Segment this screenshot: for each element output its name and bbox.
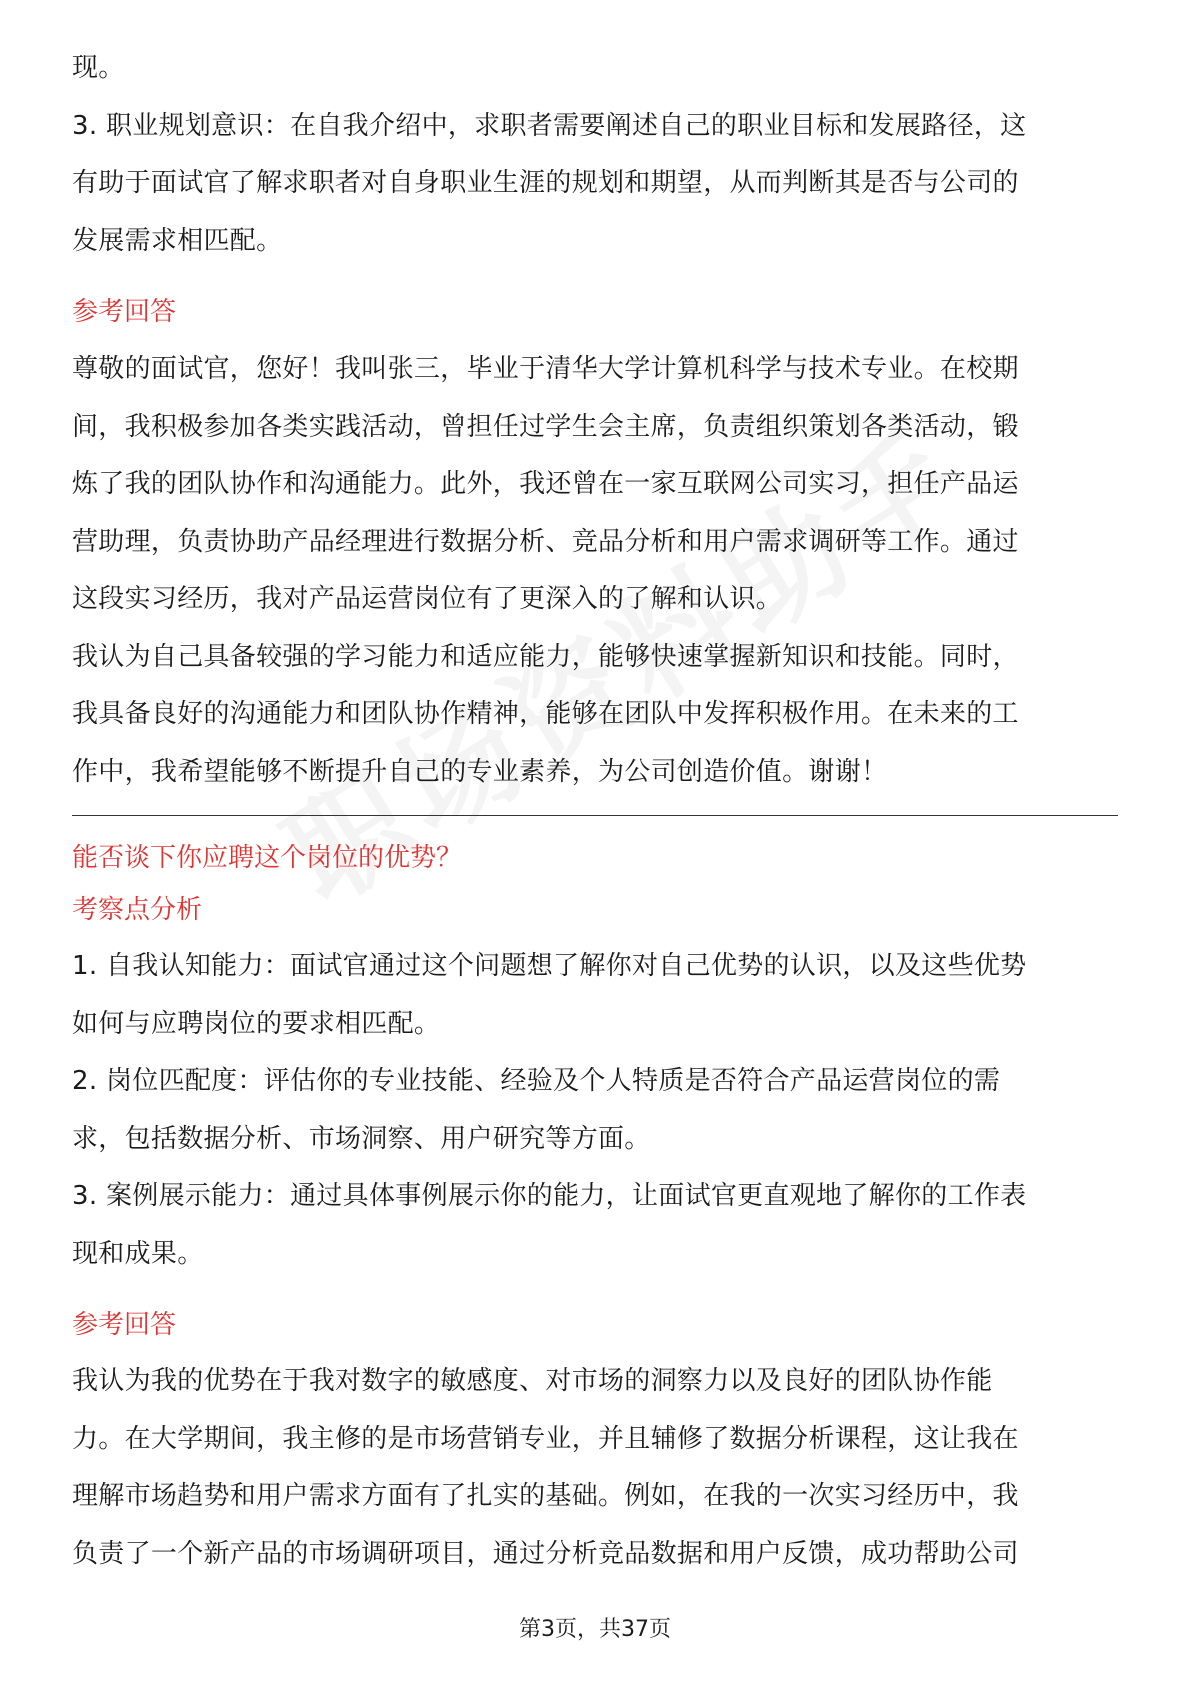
analysis-heading: 考察点分析 — [72, 895, 203, 925]
point-3-career-planning — [72, 98, 1118, 271]
top-paragraph — [72, 40, 1118, 98]
text-line: 作中，我希望能够不断提升自己的专业素养，为公司创造价值。谢谢！ — [72, 756, 888, 787]
text-line: 力。在大学期间，我主修的是市场营销专业，并且辅修了数据分析课程，这让我在 — [72, 1423, 1019, 1454]
text-line: 理解市场趋势和用户需求方面有了扎实的基础。例如，在我的一次实习经历中，我 — [72, 1481, 1019, 1511]
text-line: 这段实习经历，我对产品运营岗位有了更深入的了解和认识。 — [72, 584, 783, 614]
question-title: 能否谈下你应聘这个岗位的优势？ — [72, 843, 463, 873]
text-line: 现。 — [72, 53, 125, 83]
text-line: 发展需求相匹配。 — [72, 225, 283, 256]
text-line: 如何与应聘岗位的要求相匹配。 — [72, 1008, 441, 1039]
reference-answer-1 — [72, 341, 1118, 801]
text-line: 3. 案例展示能力：通过具体事例展示你的能力，让面试官更直观地了解你的工作表 — [72, 1181, 1027, 1211]
text-line: 我认为我的优势在于我对数字的敏感度、对市场的洞察力以及良好的团队协作能 — [72, 1366, 993, 1396]
reference-answer-heading: 参考回答 — [72, 297, 177, 327]
reference-answer-heading: 参考回答 — [72, 1310, 177, 1340]
text-line: 尊敬的面试官，您好！我叫张三，毕业于清华大学计算机科学与技术专业。在校期 — [72, 354, 1019, 384]
text-line: 负责了一个新产品的市场调研项目，通过分析竞品数据和用户反馈，成功帮助公司 — [72, 1538, 1019, 1569]
section-divider — [72, 815, 1118, 816]
text-line: 现和成果。 — [72, 1238, 204, 1269]
text-line: 营助理，负责协助产品经理进行数据分析、竞品分析和用户需求调研等工作。通过 — [72, 526, 1019, 557]
reference-answer-2 — [72, 1353, 1118, 1583]
text-line: 炼了我的团队协作和沟通能力。此外，我还曾在一家互联网公司实习，担任产品运 — [72, 469, 1019, 499]
text-line: 求，包括数据分析、市场洞察、用户研究等方面。 — [72, 1123, 651, 1154]
document-page — [72, 40, 1118, 1583]
text-line: 间，我积极参加各类实践活动，曾担任过学生会主席，负责组织策划各类活动，锻 — [72, 411, 1019, 442]
text-line: 我认为自己具备较强的学习能力和适应能力，能够快速掌握新知识和技能。同时， — [72, 641, 1019, 672]
text-line: 1. 自我认知能力：面试官通过这个问题想了解你对自己优势的认识，以及这些优势 — [72, 951, 1027, 981]
text-line: 有助于面试官了解求职者对自身职业生涯的规划和期望，从而判断其是否与公司的 — [72, 168, 1019, 198]
analysis-points — [72, 938, 1118, 1283]
page-number: 第3页，共37页 — [519, 1617, 671, 1642]
text-line: 2. 岗位匹配度：评估你的专业技能、经验及个人特质是否符合产品运营岗位的需 — [72, 1066, 1001, 1096]
text-line: 我具备良好的沟通能力和团队协作精神，能够在团队中发挥积极作用。在未来的工 — [72, 699, 1019, 729]
text-line: 3. 职业规划意识：在自我介绍中，求职者需要阐述自己的职业目标和发展路径，这 — [72, 110, 1027, 141]
